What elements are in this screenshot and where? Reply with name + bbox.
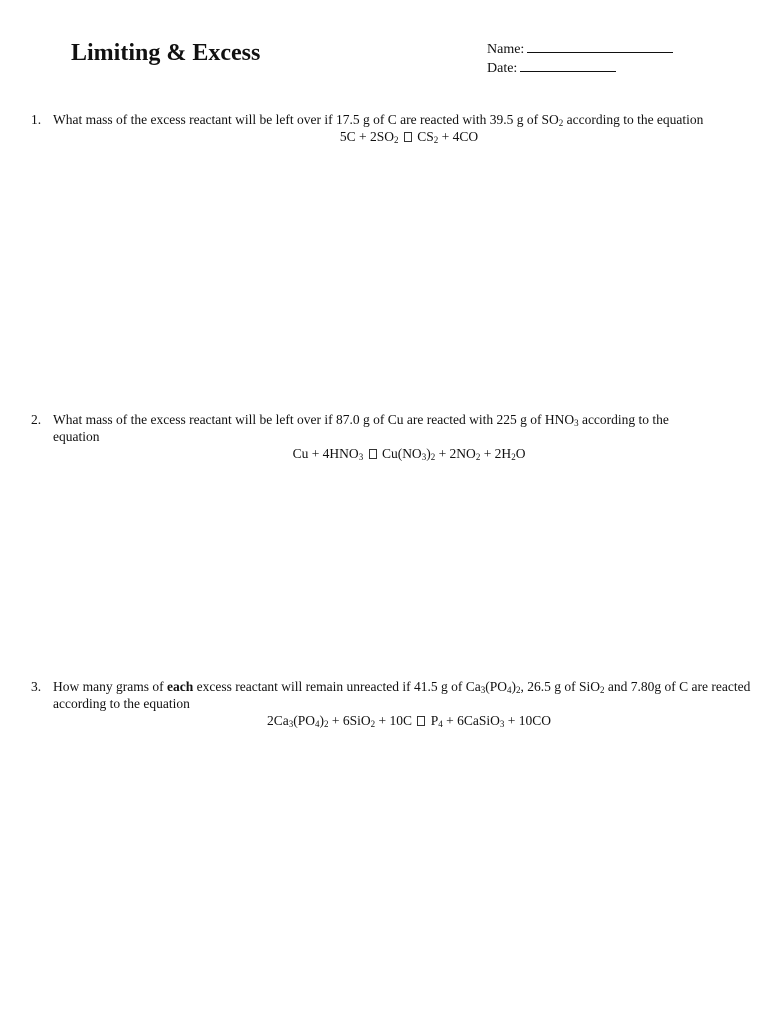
arrow-icon [404, 132, 412, 142]
question-text: What mass of the excess reactant will be left over if 17.5 g of C are reacted with 39.5 g of $SO_2$ according to the equation [53, 112, 704, 128]
arrow-icon [369, 449, 377, 459]
question-number: 2. [31, 412, 42, 427]
question-number: 1. [31, 112, 42, 127]
emphasis-each: each [166, 679, 194, 694]
equation: $Cu + 4HNO_3$ $Cu(NO_3)_2 + 2NO_2 + 2H_2O$ [292, 446, 526, 462]
name-field [487, 40, 673, 58]
date-blank-line[interactable] [520, 59, 616, 72]
date-field [487, 59, 616, 77]
question-text: What mass of the excess reactant will be left over if 87.0 g of Cu are reacted with 225 g of $HNO_3$ according to the equation [53, 412, 669, 444]
name-label: Name: [487, 42, 525, 57]
question-text: How many grams of each excess reactant will remain unreacted if 41.5 g of $Ca_3(PO_4)_2$, 26.5 g of SiO$_2$ and 7.80g of C are reacted according to the equation [53, 679, 751, 711]
equation: $2Ca_3(PO_4)_2 + 6SiO_2 + 10C$ $P_4$ + 6CaSiO$_3$ + 10CO [266, 713, 552, 729]
arrow-icon [417, 716, 425, 726]
date-label: Date: [487, 61, 518, 76]
worksheet-title: Limiting & Excess [71, 40, 261, 66]
equation: $5C + 2SO_2$ $CS_2 + 4CO$ [339, 129, 479, 145]
name-blank-line[interactable] [527, 40, 673, 53]
question-number: 3. [31, 679, 42, 694]
